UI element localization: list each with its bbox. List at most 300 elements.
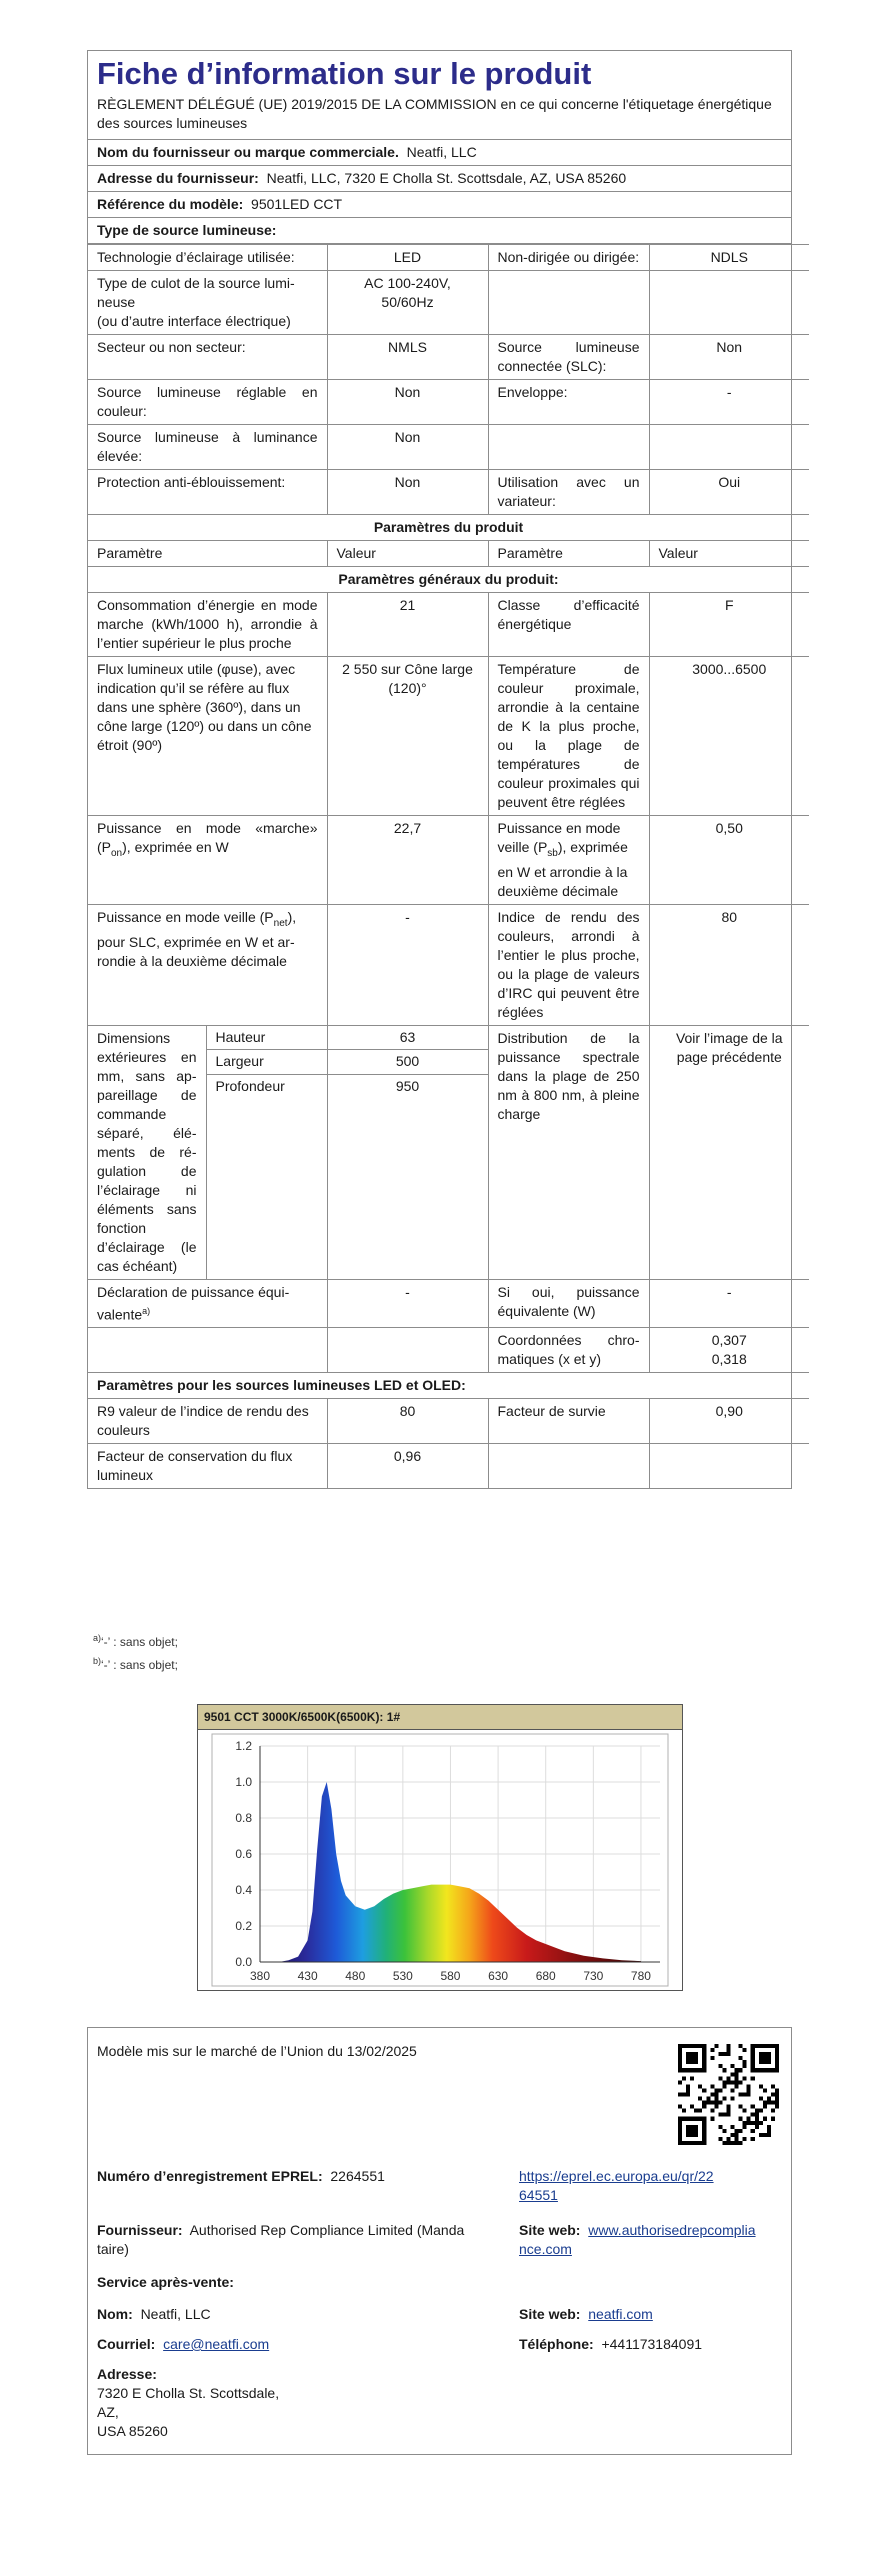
- qr-module: [678, 2092, 682, 2096]
- qr-module: [678, 2060, 682, 2064]
- mains-value: NMLS: [327, 335, 488, 380]
- qr-module: [755, 2117, 759, 2121]
- qr-module: [702, 2141, 706, 2145]
- anti-glare-label: Protection anti-éblouissement:: [88, 470, 327, 515]
- qr-module: [751, 2105, 755, 2109]
- table-row: [88, 904, 809, 1025]
- qr-module: [714, 2101, 718, 2105]
- chroma-label: Coordonnées chromatiques (x et y): [488, 1328, 649, 1373]
- footnote-mark: b): [93, 1656, 102, 1666]
- qr-module: [682, 2141, 686, 2145]
- x-tick-label: 430: [297, 1969, 318, 1983]
- qr-module: [755, 2125, 759, 2129]
- on-mode-power-text: Puissance en mode «marche» (P: [97, 820, 318, 855]
- qr-module: [751, 2052, 755, 2056]
- qr-module: [702, 2129, 706, 2133]
- qr-module: [739, 2092, 743, 2096]
- qr-module: [694, 2117, 698, 2121]
- regulation-subtitle: RÈGLEMENT DÉLÉGUÉ (UE) 2019/2015 DE LA COMMISSION en ce qui concerne l'étiquetage énergétique des sources lumineuses: [97, 96, 772, 131]
- width-label: Largeur: [206, 1050, 327, 1075]
- qr-module: [747, 2088, 751, 2092]
- led-params-heading: Paramètres pour les sources lumineuses LED et OLED:: [88, 1373, 809, 1399]
- qr-module: [771, 2044, 775, 2048]
- qr-module: [726, 2052, 730, 2056]
- qr-module: [686, 2068, 690, 2072]
- supplier-info-table: [88, 140, 791, 244]
- qr-module: [775, 2097, 779, 2101]
- service-site-row: [519, 2305, 653, 2324]
- cap-type-line-1: Type de culot de la source lumineuse: [97, 275, 295, 310]
- qr-module: [678, 2105, 682, 2109]
- qr-module: [686, 2044, 690, 2048]
- qr-module: [686, 2129, 690, 2133]
- email-row: [97, 2335, 269, 2354]
- qr-module: [702, 2105, 706, 2109]
- qr-module: [743, 2121, 747, 2125]
- eprel-value: 2264551: [330, 2168, 385, 2184]
- qr-module: [694, 2044, 698, 2048]
- address-row: [88, 166, 791, 192]
- qr-module: [678, 2048, 682, 2052]
- qr-module: [726, 2044, 730, 2048]
- cct-label: Température de couleur proximale, arrondie à la centaine de K la plus proche, ou la plage de températures de couleur proximales qui peuvent être réglées: [488, 657, 649, 816]
- qr-module: [698, 2044, 702, 2048]
- qr-module: [722, 2129, 726, 2133]
- table-row: [88, 271, 809, 335]
- consumption-label: Consommation d’énergie en mode marche (kWh/1000 h), arrondie à l’entier supérieur le plus proche: [88, 593, 327, 657]
- qr-module: [686, 2056, 690, 2060]
- product-params-heading: Paramètres du produit: [88, 515, 809, 541]
- r9-value: 80: [327, 1399, 488, 1444]
- y-tick-label: 0.0: [235, 1955, 252, 1969]
- empty-cell: [327, 1328, 488, 1373]
- table-row: [88, 1444, 809, 1489]
- qr-module: [694, 2056, 698, 2060]
- qr-module: [686, 2133, 690, 2137]
- table-row: [88, 1025, 809, 1050]
- qr-module: [718, 2088, 722, 2092]
- qr-module: [678, 2117, 682, 2121]
- cap-type-value: AC 100-240V, 50/60Hz: [327, 271, 488, 335]
- qr-module: [702, 2060, 706, 2064]
- qr-module: [686, 2117, 690, 2121]
- qr-module: [735, 2076, 739, 2080]
- table-row: [88, 470, 809, 515]
- qr-module: [759, 2068, 763, 2072]
- table-row: [88, 380, 809, 425]
- dimensions-label: Dimensions extérieures en mm, sans appareillage de commande séparé, éléments de régulation de l’éclairage ni éléments sans fonction d’éclairage (le cas échéant): [88, 1025, 206, 1279]
- qr-module: [759, 2121, 763, 2125]
- qr-module: [775, 2105, 779, 2109]
- standby-power-text: Puissance en mode veille (P: [497, 820, 621, 855]
- table-row: [88, 1399, 809, 1444]
- qr-module: [767, 2133, 771, 2137]
- qr-module: [702, 2125, 706, 2129]
- qr-module: [771, 2101, 775, 2105]
- empty-cell: [488, 425, 649, 470]
- qr-module: [686, 2084, 690, 2088]
- qr-module: [690, 2052, 694, 2056]
- qr-module: [706, 2097, 710, 2101]
- x-tick-label: 380: [249, 1969, 271, 1983]
- qr-module: [726, 2141, 730, 2145]
- col-header-param: Paramètre: [488, 541, 649, 567]
- cri-value: 80: [649, 904, 809, 1025]
- qr-module: [759, 2133, 763, 2137]
- dimmer-label: Utilisation avec un variateur:: [488, 470, 649, 515]
- spd-value: Voir l’image de la page précédente: [649, 1025, 809, 1279]
- qr-module: [731, 2088, 735, 2092]
- qr-module: [775, 2088, 779, 2092]
- qr-module: [755, 2121, 759, 2125]
- qr-module: [706, 2101, 710, 2105]
- dimmer-value: Oui: [649, 470, 809, 515]
- address-label: Adresse:: [97, 2366, 157, 2382]
- equiv-power-label: [88, 1279, 327, 1328]
- qr-module: [731, 2097, 735, 2101]
- spd-label: Distribution de la puissance spectrale dans la plage de 250 nm à 800 nm, à pleine charge: [488, 1025, 649, 1279]
- spectral-power-chart: [197, 1704, 683, 1991]
- footnotes: [93, 1628, 178, 1674]
- qr-module: [755, 2109, 759, 2113]
- qr-module: [722, 2113, 726, 2117]
- qr-module: [690, 2117, 694, 2121]
- table-row: [88, 1279, 809, 1328]
- qr-module: [678, 2064, 682, 2068]
- qr-module: [731, 2133, 735, 2137]
- qr-module: [678, 2052, 682, 2056]
- page-title: Fiche d’information sur le produit: [97, 56, 592, 91]
- on-mode-power-label: [88, 816, 327, 905]
- qr-module: [775, 2101, 779, 2105]
- qr-module: [722, 2141, 726, 2145]
- qr-module: [678, 2121, 682, 2125]
- lighting-tech-label: Technologie d’éclairage utilisée:: [88, 245, 327, 271]
- parameters-table: [88, 244, 809, 1488]
- standby-power-value: 0,50: [649, 816, 809, 905]
- qr-module: [690, 2141, 694, 2145]
- cri-label: Indice de rendu des couleurs, arrondi à l’entier le plus proche, ou la plage de valeurs d’IRC qui peuvent être réglées: [488, 904, 649, 1025]
- net-standby-value: -: [327, 904, 488, 1025]
- qr-module: [682, 2092, 686, 2096]
- directional-label: Non-dirigée ou dirigée:: [488, 245, 649, 271]
- qr-module: [759, 2084, 763, 2088]
- qr-module: [694, 2129, 698, 2133]
- qr-module: [751, 2044, 755, 2048]
- qr-module: [694, 2109, 698, 2113]
- qr-module: [678, 2133, 682, 2137]
- supplier-value: Neatfi, LLC: [406, 144, 477, 160]
- spectral-plot: [198, 1730, 682, 1990]
- qr-module: [698, 2117, 702, 2121]
- qr-module: [678, 2068, 682, 2072]
- eprel-link-line-2[interactable]: 64551: [519, 2187, 558, 2203]
- qr-module: [698, 2141, 702, 2145]
- footnote-mark: a): [93, 1633, 102, 1643]
- footnote-ref: a): [142, 1305, 151, 1316]
- qr-module: [718, 2137, 722, 2141]
- qr-module: [751, 2129, 755, 2133]
- service-site-link[interactable]: neatfi.com: [588, 2306, 653, 2322]
- qr-module: [698, 2068, 702, 2072]
- empty-cell: [488, 271, 649, 335]
- eprel-label: Numéro d’enregistrement EPREL:: [97, 2168, 323, 2184]
- qr-module: [731, 2080, 735, 2084]
- r9-label: R9 valeur de l’indice de rendu des couleurs: [88, 1399, 327, 1444]
- qr-module: [743, 2109, 747, 2113]
- qr-module: [718, 2113, 722, 2117]
- qr-module: [726, 2080, 730, 2084]
- phone-row: [519, 2335, 702, 2354]
- table-row: [88, 816, 809, 905]
- qr-module: [735, 2141, 739, 2145]
- envelope-label: Enveloppe:: [488, 380, 649, 425]
- table-row: [88, 425, 809, 470]
- model-row: [88, 192, 791, 218]
- qr-module: [690, 2060, 694, 2064]
- qr-module: [763, 2056, 767, 2060]
- qr-module: [678, 2125, 682, 2129]
- chroma-value: [649, 1328, 809, 1373]
- envelope-value: -: [649, 380, 809, 425]
- qr-module: [767, 2068, 771, 2072]
- address-line-1: 7320 E Cholla St. Scottsdale,: [97, 2385, 280, 2401]
- qr-module: [735, 2068, 739, 2072]
- qr-module: [739, 2044, 743, 2048]
- qr-module: [714, 2088, 718, 2092]
- service-name-row: [97, 2305, 211, 2324]
- equiv-w-value: -: [649, 1279, 809, 1328]
- qr-module: [686, 2060, 690, 2064]
- qr-module: [726, 2105, 730, 2109]
- qr-module: [686, 2141, 690, 2145]
- qr-module: [718, 2076, 722, 2080]
- empty-cell: [649, 271, 809, 335]
- qr-module: [694, 2141, 698, 2145]
- qr-module: [694, 2133, 698, 2137]
- qr-module: [710, 2048, 714, 2052]
- eprel-link[interactable]: [519, 2167, 714, 2205]
- qr-module: [771, 2117, 775, 2121]
- email-link[interactable]: care@neatfi.com: [163, 2336, 270, 2352]
- qr-module: [739, 2141, 743, 2145]
- qr-module: [755, 2044, 759, 2048]
- supplier-value-cont: taire): [97, 2241, 129, 2257]
- equiv-power-value: -: [327, 1279, 488, 1328]
- table-row: [88, 1328, 809, 1373]
- footnote-a: [93, 1628, 178, 1651]
- cap-type-label: [88, 271, 327, 335]
- qr-module: [767, 2097, 771, 2101]
- qr-module: [751, 2048, 755, 2052]
- empty-cell: [649, 425, 809, 470]
- qr-module: [775, 2048, 779, 2052]
- address-line-3: USA 85260: [97, 2423, 168, 2439]
- empty-cell: [649, 1444, 809, 1489]
- colour-tunable-value: Non: [327, 380, 488, 425]
- qr-module: [751, 2121, 755, 2125]
- address-block: [97, 2365, 279, 2441]
- net-standby-text: Puissance en mode veille (P: [97, 908, 274, 925]
- qr-code-icon[interactable]: [678, 2044, 779, 2145]
- qr-module: [767, 2129, 771, 2133]
- qr-module: [726, 2109, 730, 2113]
- qr-module: [678, 2080, 682, 2084]
- equiv-w-label: Si oui, puissance équivalente (W): [488, 1279, 649, 1328]
- qr-module: [710, 2056, 714, 2060]
- net-standby-text-end: ), pour SLC, exprimée en W et arrondie à la deuxième décimale: [97, 908, 297, 969]
- qr-module: [775, 2052, 779, 2056]
- qr-module: [735, 2080, 739, 2084]
- qr-module: [702, 2052, 706, 2056]
- table-row: [88, 657, 809, 816]
- lumen-maintenance-label: Facteur de conservation du flux lumineux: [88, 1444, 327, 1489]
- qr-module: [755, 2113, 759, 2117]
- col-header-value: Valeur: [649, 541, 809, 567]
- supplier-site-link-cont[interactable]: nce.com: [519, 2241, 572, 2257]
- qr-module: [771, 2068, 775, 2072]
- qr-module: [714, 2097, 718, 2101]
- qr-module: [743, 2137, 747, 2141]
- qr-module: [686, 2052, 690, 2056]
- efficiency-class-value: F: [649, 593, 809, 657]
- table-row: [88, 335, 809, 380]
- supplier-label: Nom du fournisseur ou marque commerciale.: [97, 144, 399, 160]
- net-standby-label: [88, 904, 327, 1025]
- empty-cell: [88, 1328, 327, 1373]
- address-value: Neatfi, LLC, 7320 E Cholla St. Scottsdale, AZ, USA 85260: [266, 170, 627, 186]
- qr-module: [690, 2068, 694, 2072]
- model-value: 9501LED CCT: [251, 196, 343, 212]
- qr-module: [710, 2092, 714, 2096]
- address-line-2: AZ,: [97, 2404, 119, 2420]
- qr-module: [767, 2060, 771, 2064]
- qr-module: [759, 2052, 763, 2056]
- directional-value: NDLS: [649, 245, 809, 271]
- model-label: Référence du modèle:: [97, 196, 244, 212]
- qr-module: [714, 2105, 718, 2109]
- qr-module: [702, 2117, 706, 2121]
- qr-module: [686, 2092, 690, 2096]
- x-tick-label: 780: [630, 1969, 651, 1983]
- x-tick-label: 630: [488, 1969, 509, 1983]
- table-row: [88, 593, 809, 657]
- qr-module: [775, 2092, 779, 2096]
- market-date: Modèle mis sur le marché de l’Union du 13/02/2025: [97, 2043, 417, 2059]
- qr-module: [678, 2129, 682, 2133]
- qr-module: [735, 2133, 739, 2137]
- service-heading: Service après-vente:: [97, 2274, 234, 2290]
- qr-module: [694, 2052, 698, 2056]
- qr-module: [771, 2109, 775, 2113]
- cct-value: 3000...6500: [649, 657, 809, 816]
- lighting-tech-value: LED: [327, 245, 488, 271]
- qr-module: [755, 2068, 759, 2072]
- qr-module: [775, 2068, 779, 2072]
- qr-module: [759, 2097, 763, 2101]
- header-block: [88, 51, 791, 140]
- table-row: [88, 245, 809, 271]
- qr-module: [767, 2044, 771, 2048]
- qr-module: [702, 2064, 706, 2068]
- x-tick-label: 480: [345, 1969, 366, 1983]
- qr-module: [722, 2097, 726, 2101]
- name-value: Neatfi, LLC: [140, 2306, 211, 2322]
- qr-module: [686, 2088, 690, 2092]
- qr-module: [702, 2101, 706, 2105]
- qr-module: [767, 2052, 771, 2056]
- qr-module: [751, 2076, 755, 2080]
- qr-module: [767, 2101, 771, 2105]
- qr-module: [747, 2084, 751, 2088]
- empty-cell: [488, 1444, 649, 1489]
- x-tick-label: 580: [440, 1969, 461, 1983]
- connected-value: Non: [649, 335, 809, 380]
- qr-module: [718, 2064, 722, 2068]
- qr-module: [739, 2056, 743, 2060]
- standby-power-sub: sb: [547, 847, 558, 859]
- qr-module: [775, 2044, 779, 2048]
- supplier-site-link[interactable]: www.authorisedrepcomplia: [588, 2222, 756, 2238]
- eprel-row: [97, 2167, 385, 2186]
- qr-module: [735, 2137, 739, 2141]
- qr-module: [763, 2088, 767, 2092]
- on-mode-power-value: 22,7: [327, 816, 488, 905]
- qr-module: [763, 2044, 767, 2048]
- qr-module: [775, 2056, 779, 2060]
- site-label: Site web:: [519, 2222, 581, 2238]
- qr-module: [718, 2125, 722, 2129]
- source-type-heading: Type de source lumineuse:: [88, 218, 791, 244]
- name-label: Nom:: [97, 2306, 133, 2322]
- qr-module: [682, 2068, 686, 2072]
- x-tick-label: 680: [535, 1969, 556, 1983]
- height-label: Hauteur: [206, 1025, 327, 1050]
- depth-value: 950: [327, 1074, 488, 1279]
- qr-module: [747, 2121, 751, 2125]
- qr-module: [694, 2125, 698, 2129]
- qr-module: [694, 2068, 698, 2072]
- y-tick-label: 0.8: [235, 1811, 252, 1825]
- qr-module: [702, 2137, 706, 2141]
- qr-module: [763, 2052, 767, 2056]
- qr-module: [743, 2125, 747, 2129]
- width-value: 500: [327, 1050, 488, 1075]
- qr-module: [702, 2133, 706, 2137]
- phone-label: Téléphone:: [519, 2336, 594, 2352]
- qr-module: [726, 2113, 730, 2117]
- qr-module: [682, 2117, 686, 2121]
- qr-module: [771, 2084, 775, 2088]
- supplier-value: Authorised Rep Compliance Limited (Manda: [189, 2222, 465, 2238]
- qr-module: [702, 2048, 706, 2052]
- qr-module: [775, 2064, 779, 2068]
- qr-module: [678, 2137, 682, 2141]
- qr-module: [702, 2056, 706, 2060]
- eprel-link-line-1[interactable]: https://eprel.ec.europa.eu/qr/22: [519, 2168, 714, 2184]
- qr-module: [678, 2044, 682, 2048]
- qr-module: [763, 2105, 767, 2109]
- net-standby-sub: net: [273, 917, 288, 929]
- qr-module: [731, 2072, 735, 2076]
- qr-module: [702, 2121, 706, 2125]
- qr-module: [710, 2117, 714, 2121]
- equiv-power-text: Déclaration de puissance équivalente: [97, 1283, 290, 1323]
- depth-label: Profondeur: [206, 1074, 327, 1279]
- qr-module: [763, 2101, 767, 2105]
- qr-module: [682, 2109, 686, 2113]
- anti-glare-value: Non: [327, 470, 488, 515]
